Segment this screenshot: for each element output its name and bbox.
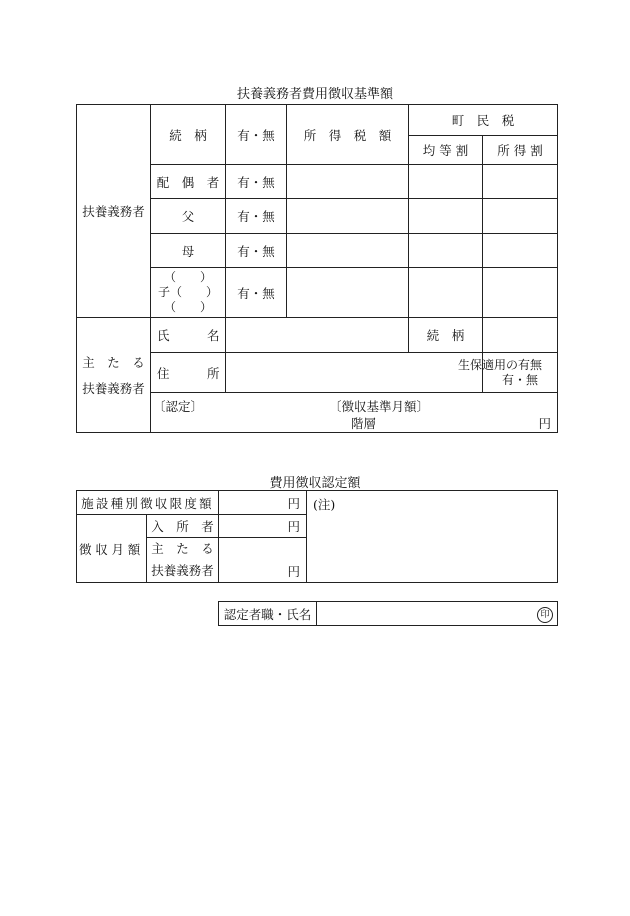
main-dependent-fee-field[interactable] bbox=[219, 538, 307, 583]
child-paren-top: （ ） bbox=[163, 270, 212, 284]
resident-yen: 円 bbox=[287, 519, 301, 534]
resident-field[interactable] bbox=[219, 515, 307, 538]
equal-rate-mother-field[interactable] bbox=[409, 234, 483, 268]
relation-mother: 母 bbox=[151, 234, 226, 268]
limit-label: 施設種別徴収限度額 bbox=[77, 491, 219, 515]
seal-icon: 印 bbox=[537, 607, 553, 623]
relation-field[interactable] bbox=[483, 318, 558, 353]
main-dependent-fee-label-2: 扶養義務者 bbox=[151, 563, 214, 578]
income-tax-child-field[interactable] bbox=[287, 268, 409, 318]
certified-label: 〔認定〕 bbox=[153, 399, 204, 414]
equal-rate-header: 均 等 割 bbox=[409, 136, 483, 165]
equal-rate-child-field[interactable] bbox=[409, 268, 483, 318]
relation-header: 続 柄 bbox=[151, 105, 226, 165]
relation-father: 父 bbox=[151, 199, 226, 234]
town-tax-header: 町 民 税 bbox=[409, 105, 558, 136]
yen-label: 円 bbox=[538, 416, 552, 431]
main-dependent-label-1: 主 た る bbox=[82, 355, 145, 370]
welfare-label: 生保適用の有無 bbox=[458, 357, 543, 372]
welfare-yesno: 有・無 bbox=[502, 372, 539, 387]
relation-spouse: 配 偶 者 bbox=[151, 165, 226, 199]
relation-child bbox=[151, 268, 226, 318]
name-label: 氏 名 bbox=[151, 318, 226, 353]
welfare-cell bbox=[458, 353, 558, 393]
income-rate-father-field[interactable] bbox=[483, 199, 558, 234]
dependent-label-cell bbox=[77, 105, 151, 318]
certifier-table bbox=[218, 601, 558, 626]
yesno-father: 有・無 bbox=[226, 199, 287, 234]
income-rate-mother-field[interactable] bbox=[483, 234, 558, 268]
address-label: 住 所 bbox=[151, 353, 226, 393]
equal-rate-father-field[interactable] bbox=[409, 199, 483, 234]
standard-monthly-label: 〔徴収基準月額〕 bbox=[329, 399, 430, 414]
monthly-label: 徴収月額 bbox=[77, 515, 147, 583]
certified-cell[interactable] bbox=[151, 393, 558, 433]
resident-label: 入 所 者 bbox=[147, 515, 219, 538]
yesno-header: 有・無 bbox=[226, 105, 287, 165]
limit-field[interactable] bbox=[219, 491, 307, 515]
level-label: 階層 bbox=[351, 416, 377, 431]
income-rate-child-field[interactable] bbox=[483, 268, 558, 318]
income-rate-header: 所 得 割 bbox=[483, 136, 558, 165]
child-paren-bottom: （ ） bbox=[163, 300, 212, 314]
limit-yen: 円 bbox=[287, 495, 301, 511]
standard-fee-table bbox=[76, 104, 558, 433]
fee-title: 費用徴収認定額 bbox=[269, 476, 361, 491]
fee-table bbox=[76, 490, 558, 583]
main-dependent-fee-label bbox=[147, 538, 219, 583]
relation-label: 続 柄 bbox=[409, 318, 483, 353]
name-field[interactable] bbox=[226, 318, 409, 353]
main-dependent-label-cell bbox=[77, 318, 151, 433]
note-label: (注) bbox=[313, 497, 336, 512]
income-tax-spouse-field[interactable] bbox=[287, 165, 409, 199]
main-dependent-fee-yen: 円 bbox=[287, 564, 301, 579]
certifier-field[interactable] bbox=[317, 602, 558, 626]
income-tax-father-field[interactable] bbox=[287, 199, 409, 234]
income-rate-spouse-field[interactable] bbox=[483, 165, 558, 199]
yesno-spouse: 有・無 bbox=[226, 165, 287, 199]
note-cell[interactable] bbox=[307, 491, 558, 583]
equal-rate-spouse-field[interactable] bbox=[409, 165, 483, 199]
income-tax-header: 所 得 税 額 bbox=[287, 105, 409, 165]
certifier-label: 認定者職・氏名 bbox=[219, 602, 317, 626]
main-title: 扶養義務者費用徴収基準額 bbox=[236, 87, 393, 102]
child-label: 子（ ） bbox=[157, 285, 218, 299]
main-dependent-fee-label-1: 主 た る bbox=[151, 541, 214, 556]
dependent-label: 扶養義務者 bbox=[82, 204, 145, 219]
yesno-child: 有・無 bbox=[226, 268, 287, 318]
income-tax-mother-field[interactable] bbox=[287, 234, 409, 268]
yesno-mother: 有・無 bbox=[226, 234, 287, 268]
main-dependent-label-2: 扶養義務者 bbox=[82, 381, 145, 396]
